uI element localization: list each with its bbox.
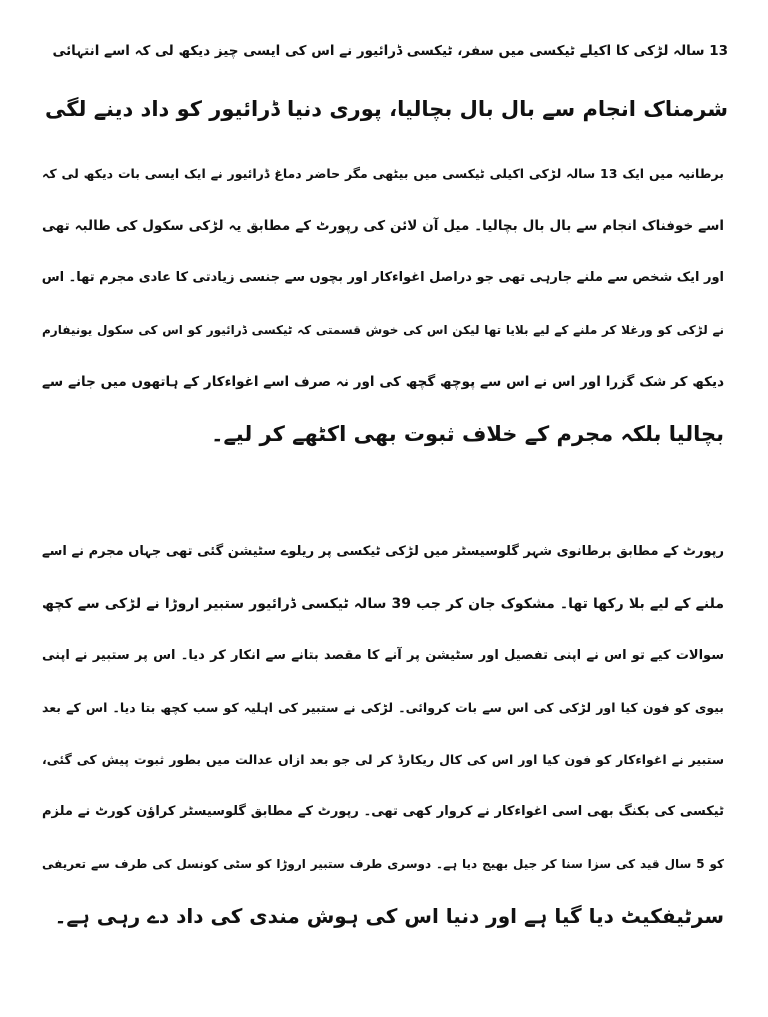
- paragraph-line: بیوی کو فون کیا اور لڑکی کی اس سے بات کروائی۔ لڑکی نے ستبیر کی اہلیہ کو سب کچھ بتا دیا۔ اس کے بعد: [42, 700, 724, 715]
- article-paragraph-2: [42, 526, 724, 942]
- paragraph-line: ستبیر نے اغواءکار کو فون کیا اور اس کی کال ریکارڈ کر لی جو بعد ازاں عدالت میں بطور ثبوت پیش کی گئی،: [42, 752, 724, 767]
- paragraph-line: بچالیا بلکہ مجرم کے خلاف ثبوت بھی اکٹھے کر لیے۔: [211, 422, 724, 446]
- article-paragraph-1: [42, 148, 724, 460]
- headline-line: شرمناک انجام سے بال بال بچالیا، پوری دنیا ڈرائیور کو داد دینے لگی: [45, 97, 728, 121]
- paragraph-line: ٹیکسی کی بکنگ بھی اسی اغواءکار نے کروار کھی تھی۔ رپورٹ کے مطابق گلوسیسٹر کراﺅن کورٹ نے ملزم: [42, 804, 724, 819]
- paragraph-line: اسے خوفناک انجام سے بال بال بچالیا۔ میل آن لائن کی رپورٹ کے مطابق یہ لڑکی سکول کی طالبہ تھی: [42, 218, 724, 234]
- paragraph-line: دیکھ کر شک گزرا اور اس نے اس سے پوچھ گچھ کی اور نہ صرف اسے اغواءکار کے ہاتھوں میں جانے سے: [42, 374, 724, 390]
- paragraph-line: اور ایک شخص سے ملنے جارہی تھی جو دراصل اغواءکار اور بچوں سے جنسی زیادتی کا عادی مجرم تھا۔ اس: [42, 270, 724, 285]
- paragraph-line: سرٹیفکیٹ دیا گیا ہے اور دنیا اس کی ہوش مندی کی داد دے رہی ہے۔: [54, 904, 724, 928]
- paragraph-line: سوالات کیے تو اس نے اپنی تفصیل اور سٹیشن پر آنے کا مقصد بتانے سے انکار کر دیا۔ اس پر ستبیر نے اپنی: [42, 648, 724, 663]
- paragraph-line: برطانیہ میں ایک 13 سالہ لڑکی اکیلی ٹیکسی میں بیٹھی مگر حاضر دماغ ڈرائیور نے ایک ایسی بات دیکھ لی کہ: [42, 166, 724, 181]
- article-headline: [40, 22, 728, 142]
- headline-line: 13 سالہ لڑکی کا اکیلے ٹیکسی میں سفر، ٹیکسی ڈرائیور نے اس کی ایسی چیز دیکھ لی کہ اسے انتہائی: [52, 43, 728, 59]
- paragraph-line: نے لڑکی کو ورغلا کر ملنے کے لیے بلایا تھا لیکن اس کی خوش قسمتی کہ ٹیکسی ڈرائیور کو اس کی سکول یونیفارم: [42, 323, 724, 337]
- paragraph-line: رپورٹ کے مطابق برطانوی شہر گلوسیسٹر میں لڑکی ٹیکسی پر ریلوے سٹیشن گئی تھی جہاں مجرم نے اسے: [42, 544, 724, 559]
- paragraph-line: کو 5 سال قید کی سزا سنا کر جیل بھیج دیا ہے۔ دوسری طرف ستبیر اروڑا کو سٹی کونسل کی طرف سے تعریفی: [42, 857, 724, 871]
- paragraph-line: ملنے کے لیے بلا رکھا تھا۔ مشکوک جان کر جب 39 سالہ ٹیکسی ڈرائیور ستبیر اروڑا نے لڑکی سے کچھ: [42, 596, 724, 612]
